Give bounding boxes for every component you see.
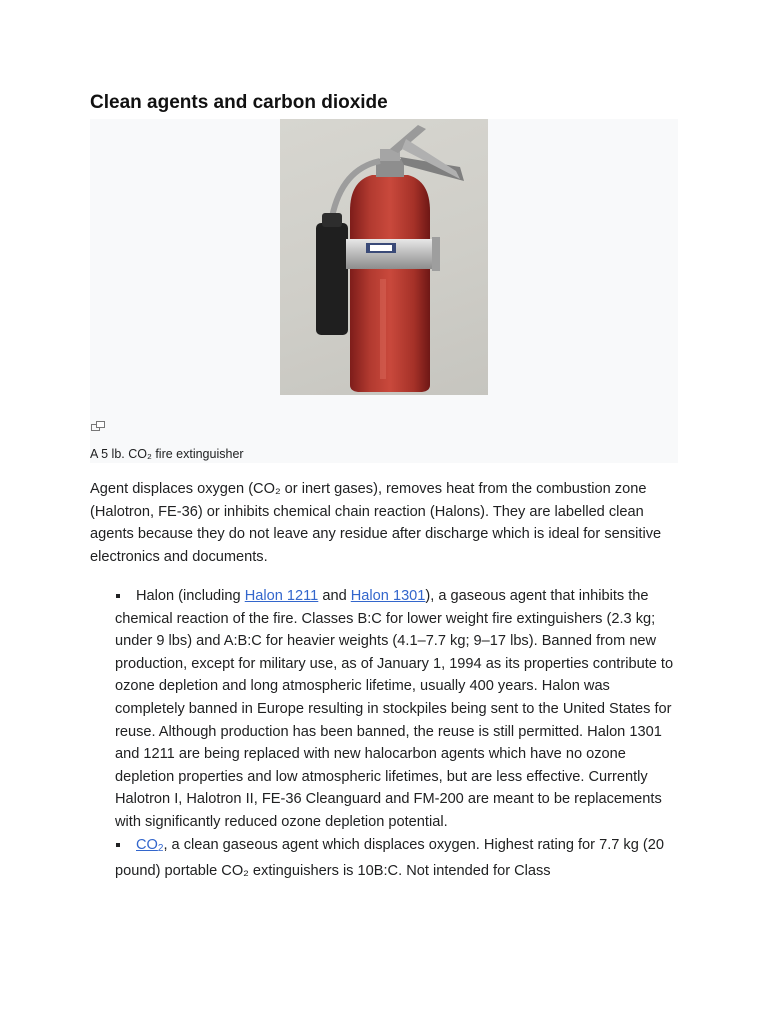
bullet-marker	[116, 594, 120, 598]
list-item	[90, 585, 682, 834]
fire-extinguisher-illustration	[280, 119, 488, 395]
caption-prefix: A 5 lb. CO	[90, 447, 147, 461]
agent-list	[90, 585, 682, 883]
section-heading: Clean agents and carbon dioxide	[90, 92, 388, 113]
halon-1301-link[interactable]: Halon 1301	[350, 588, 426, 604]
list-item-text	[115, 834, 682, 883]
enlarge-icon[interactable]	[91, 418, 105, 428]
halon-1211-link[interactable]: Halon 1211	[244, 588, 319, 604]
halon-description-text: ), a gaseous agent that inhibits the chemical reaction of the fire. Classes B:C for lower weight fire extinguishers (2.3 kg; under 9 lbs) and A:B:C for heavier weights (4.1–7.7 kg; 9–17 lbs). Banned from new production, except for military use, as of January 1, 1994 as its properties contribute to ozone depletion and long atmospheric lifetime, usually 400 years. Halon was completely banned in Europe resulting in stockpiles being sent to the United States for reuse. Although production has been banned, the reuse is still permitted. Halon 1301 and 1211 are being replaced with new halocarbon agents which have no ozone depletion properties and low atmospheric lifetimes, but are less effective. Currently Halotron I, Halotron II, FE-36 Cleanguard and FM-200 are meant to be replacements with significantly reduced ozone depletion potential.	[115, 588, 674, 830]
list-item	[90, 834, 682, 883]
figure-box	[90, 119, 678, 463]
fire-extinguisher-photo[interactable]	[280, 119, 488, 395]
caption-suffix: fire extinguisher	[151, 447, 244, 461]
co2-description-text: , a clean gaseous agent which displaces oxygen. Highest rating for 7.7 kg (20 pound) portable CO₂ extinguishers is 10B:C. Not intended for Class	[115, 836, 664, 880]
caption-subscript: ₂	[146, 447, 152, 461]
halon-mid-text: and	[318, 588, 351, 604]
list-item-text	[115, 585, 682, 834]
bullet-marker	[116, 843, 120, 847]
halon-lead-text: Halon (including	[136, 588, 245, 604]
co2-link-label: CO	[136, 836, 158, 853]
co2-link-subscript: 2	[157, 842, 164, 854]
intro-paragraph: Agent displaces oxygen (CO₂ or inert gases), removes heat from the combustion zone (Halotron, FE-36) or inhibits chemical chain reaction (Halons). They are labelled clean agents because they do not leave any residue after discharge which is ideal for sensitive electronics and documents.	[90, 481, 662, 565]
co2-link[interactable]	[136, 837, 163, 853]
figure-caption	[90, 445, 244, 463]
